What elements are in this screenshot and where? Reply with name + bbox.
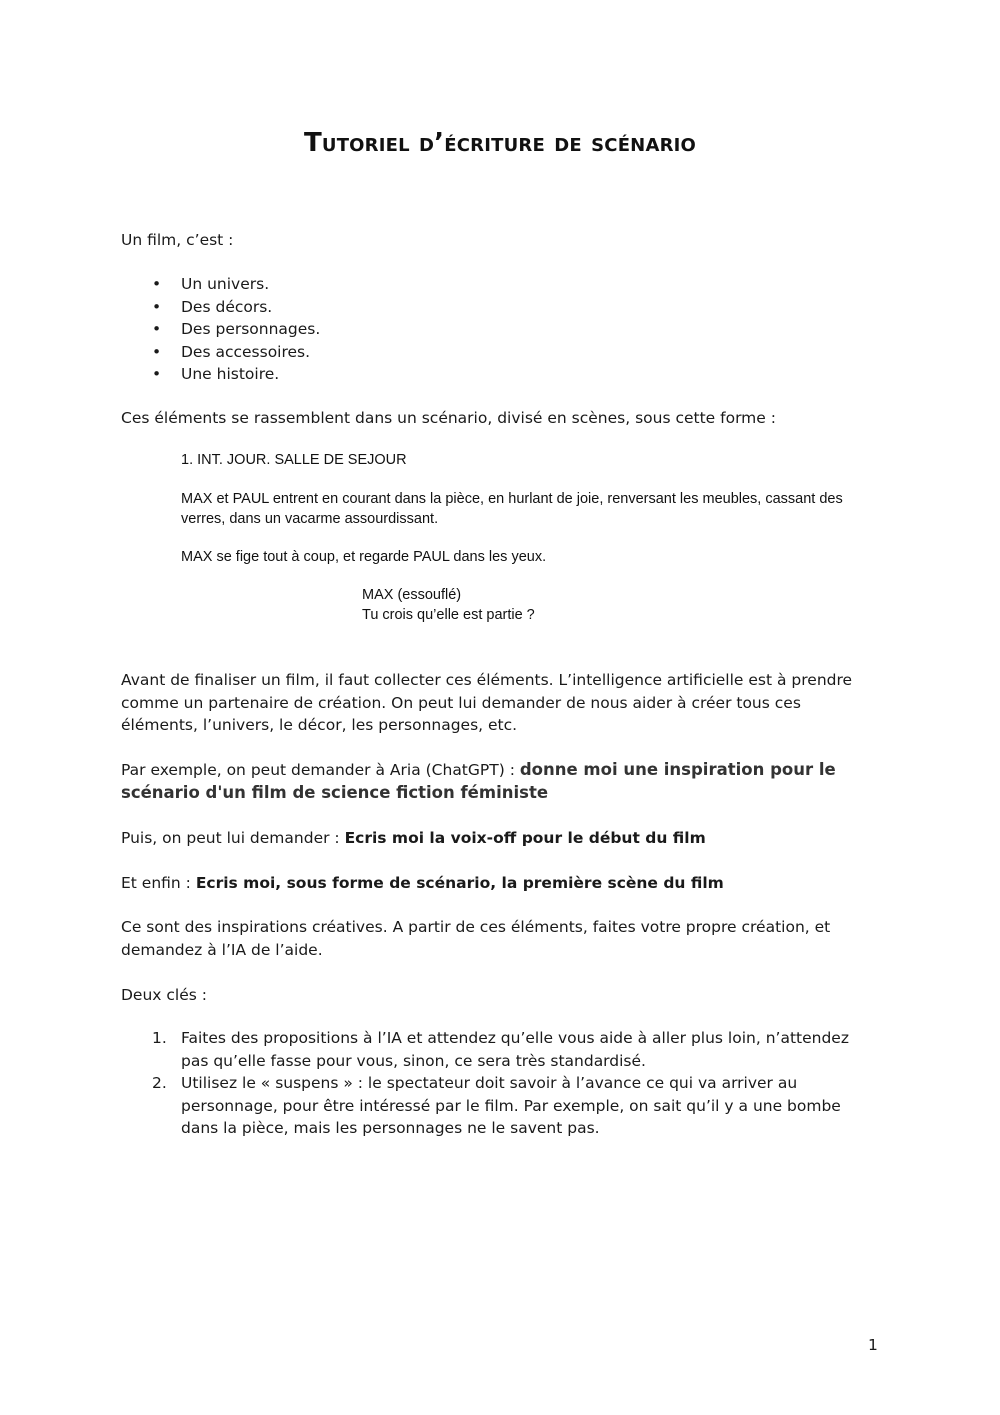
bullet-icon: • bbox=[152, 275, 162, 293]
finally-paragraph: Et enfin : Ecris moi, sous forme de scénario, la première scène du film bbox=[121, 874, 724, 892]
document-title: Tutoriel d’écriture de scénario bbox=[303, 128, 697, 158]
voiceover-prompt: Ecris moi la voix-off pour le début du film bbox=[344, 829, 706, 847]
keys-intro: Deux clés : bbox=[121, 986, 207, 1004]
list-item: • Une histoire. bbox=[121, 363, 821, 386]
scene-action: MAX et PAUL entrent en courant dans la pièce, en hurlant de joie, renversant les meubles, cassant des verres, dans un vacarme assourdissant. bbox=[181, 491, 843, 527]
list-item: • Des accessoires. bbox=[121, 341, 821, 364]
bullet-icon: • bbox=[152, 342, 162, 361]
list-item: • Des décors. bbox=[121, 296, 821, 319]
list-item: 1. Faites des propositions à l’IA et attendez qu’elle vous aide à aller plus loin, n’attendez pas qu’elle fasse pour vous, sinon, ce sera très standardisé. bbox=[152, 1029, 849, 1070]
bullet-icon: • bbox=[152, 365, 162, 383]
bullet-icon: • bbox=[152, 297, 162, 316]
film-elements-list bbox=[121, 273, 821, 386]
list-item: • Des personnages. bbox=[121, 318, 821, 341]
ai-paragraph: Avant de finaliser un film, il faut collecter ces éléments. L’intelligence artificielle est à prendre comme un partenaire de création. On peut lui demander de nous aider à créer tous ces éléments, l’univers, le décor, les personnages, etc. bbox=[121, 671, 853, 734]
then-paragraph: Puis, on peut lui demander : Ecris moi la voix-off pour le début du film bbox=[121, 829, 706, 847]
bullet-icon: • bbox=[152, 320, 162, 338]
scenario-intro-text: Ces éléments se rassemblent dans un scénario, divisé en scènes, sous cette forme : bbox=[121, 409, 776, 427]
intro-text: Un film, c’est : bbox=[121, 231, 234, 249]
dialogue-line: Tu crois qu’elle est partie ? bbox=[362, 607, 535, 623]
scene-heading: 1. INT. JOUR. SALLE DE SEJOUR bbox=[181, 452, 407, 468]
example-paragraph: Par exemple, on peut demander à Aria (ChatGPT) : donne moi une inspiration pour le scénario d'un film de science fiction féministe bbox=[121, 760, 836, 802]
first-scene-prompt: Ecris moi, sous forme de scénario, la première scène du film bbox=[195, 874, 724, 892]
example-prompt: donne moi une inspiration pour le scénario d'un film de science fiction féministe bbox=[121, 760, 836, 802]
keys-list bbox=[121, 1027, 881, 1140]
inspirations-paragraph: Ce sont des inspirations créatives. A partir de ces éléments, faites votre propre création, et demandez à l’IA de l’aide. bbox=[121, 918, 831, 959]
scene-action: MAX se fige tout à coup, et regarde PAUL dans les yeux. bbox=[181, 549, 547, 565]
list-item: • Un univers. bbox=[121, 273, 821, 296]
page-number: 1 bbox=[868, 1336, 878, 1354]
list-item: 2. Utilisez le « suspens » : le spectateur doit savoir à l’avance ce qui va arriver au personnage, pour être intéressé par le film. Par exemple, on sait qu’il y a une bombe dans la pièce, mais les personnages ne le savent pas. bbox=[152, 1074, 841, 1137]
character-name: MAX (essouflé) bbox=[362, 587, 462, 603]
